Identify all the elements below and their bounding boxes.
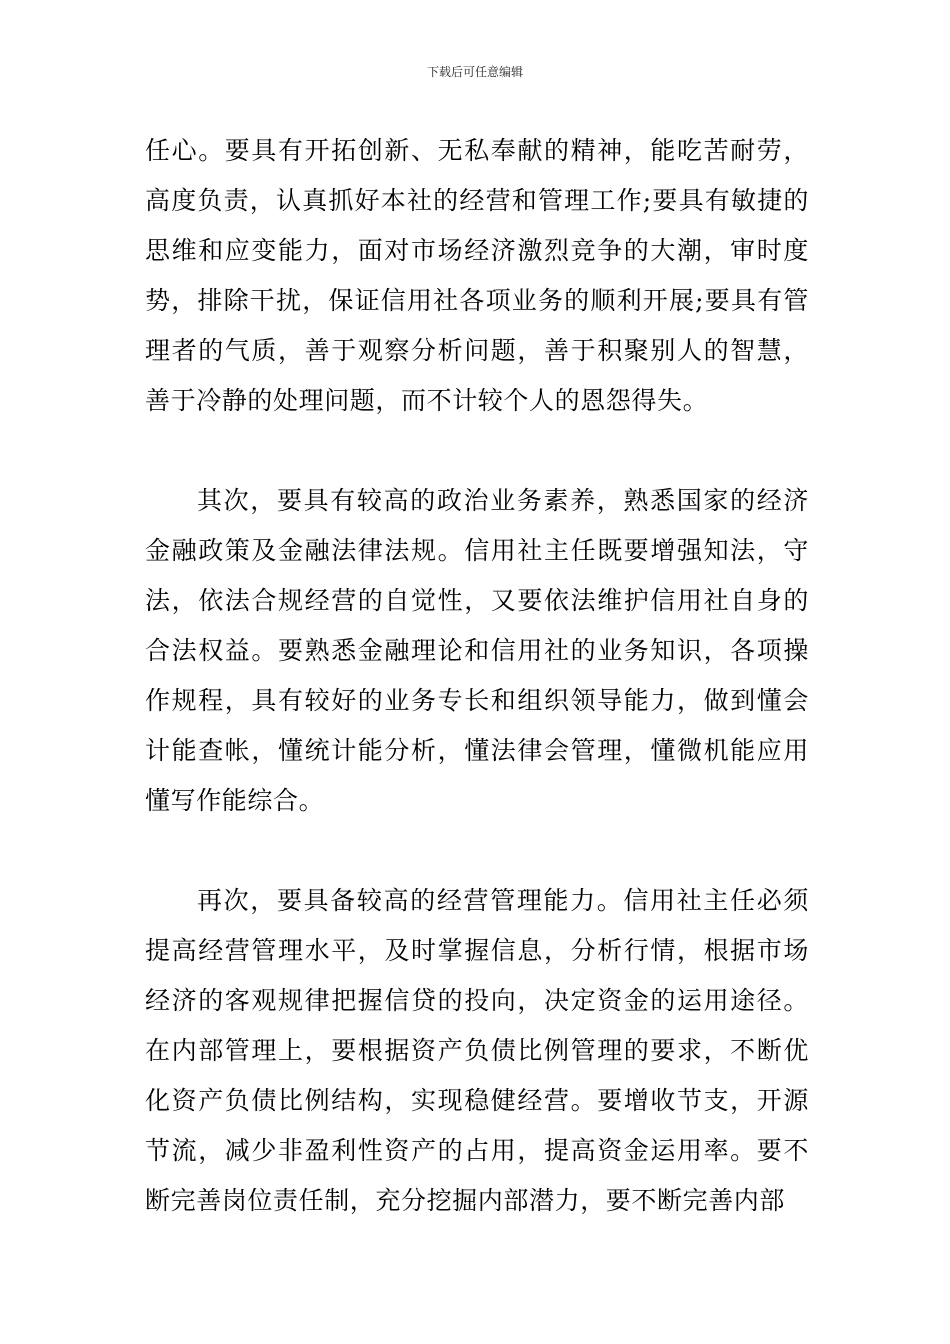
paragraph-third: 再次，要具备较高的经营管理能力。信用社主任必须提高经营管理水平，及时掌握信息，分析行情，根据市场经济的客观规律把握信贷的投向，决定资金的运用途径。在内部管理上，要根据资产负债比例管理的要求，不断优化资产负债比例结构，实现稳健经营。要增收节支，开源节流，减少非盈利性资产的占用，提高资金运用率。要不断完善岗位责任制，充分挖掘内部潜力，要不断完善内部 — [145, 886, 809, 1215]
document-body — [145, 126, 809, 1226]
paragraph-second: 其次，要具有较高的政治业务素养，熟悉国家的经济金融政策及金融法律法规。信用社主任既要增强知法，守法，依法合规经营的自觉性，又要依法维护信用社自身的合法权益。要熟悉金融理论和信用社的业务知识，各项操作规程，具有较好的业务专长和组织领导能力，做到懂会计能查帐，懂统计能分析，懂法律会管理，懂微机能应用懂写作能综合。 — [145, 486, 809, 815]
page-header: 下载后可任意编辑 — [426, 65, 523, 79]
paragraph-continuation: 任心。要具有开拓创新、无私奉献的精神，能吃苦耐劳，高度负责，认真抓好本社的经营和管理工作;要具有敏捷的思维和应变能力，面对市场经济激烈竞争的大潮，审时度势，排除干扰，保证信用社各项业务的顺利开展;要具有管理者的气质，善于观察分析问题，善于积聚别人的智慧，善于冷静的处理问题，而不计较个人的恩怨得失。 — [145, 136, 809, 415]
